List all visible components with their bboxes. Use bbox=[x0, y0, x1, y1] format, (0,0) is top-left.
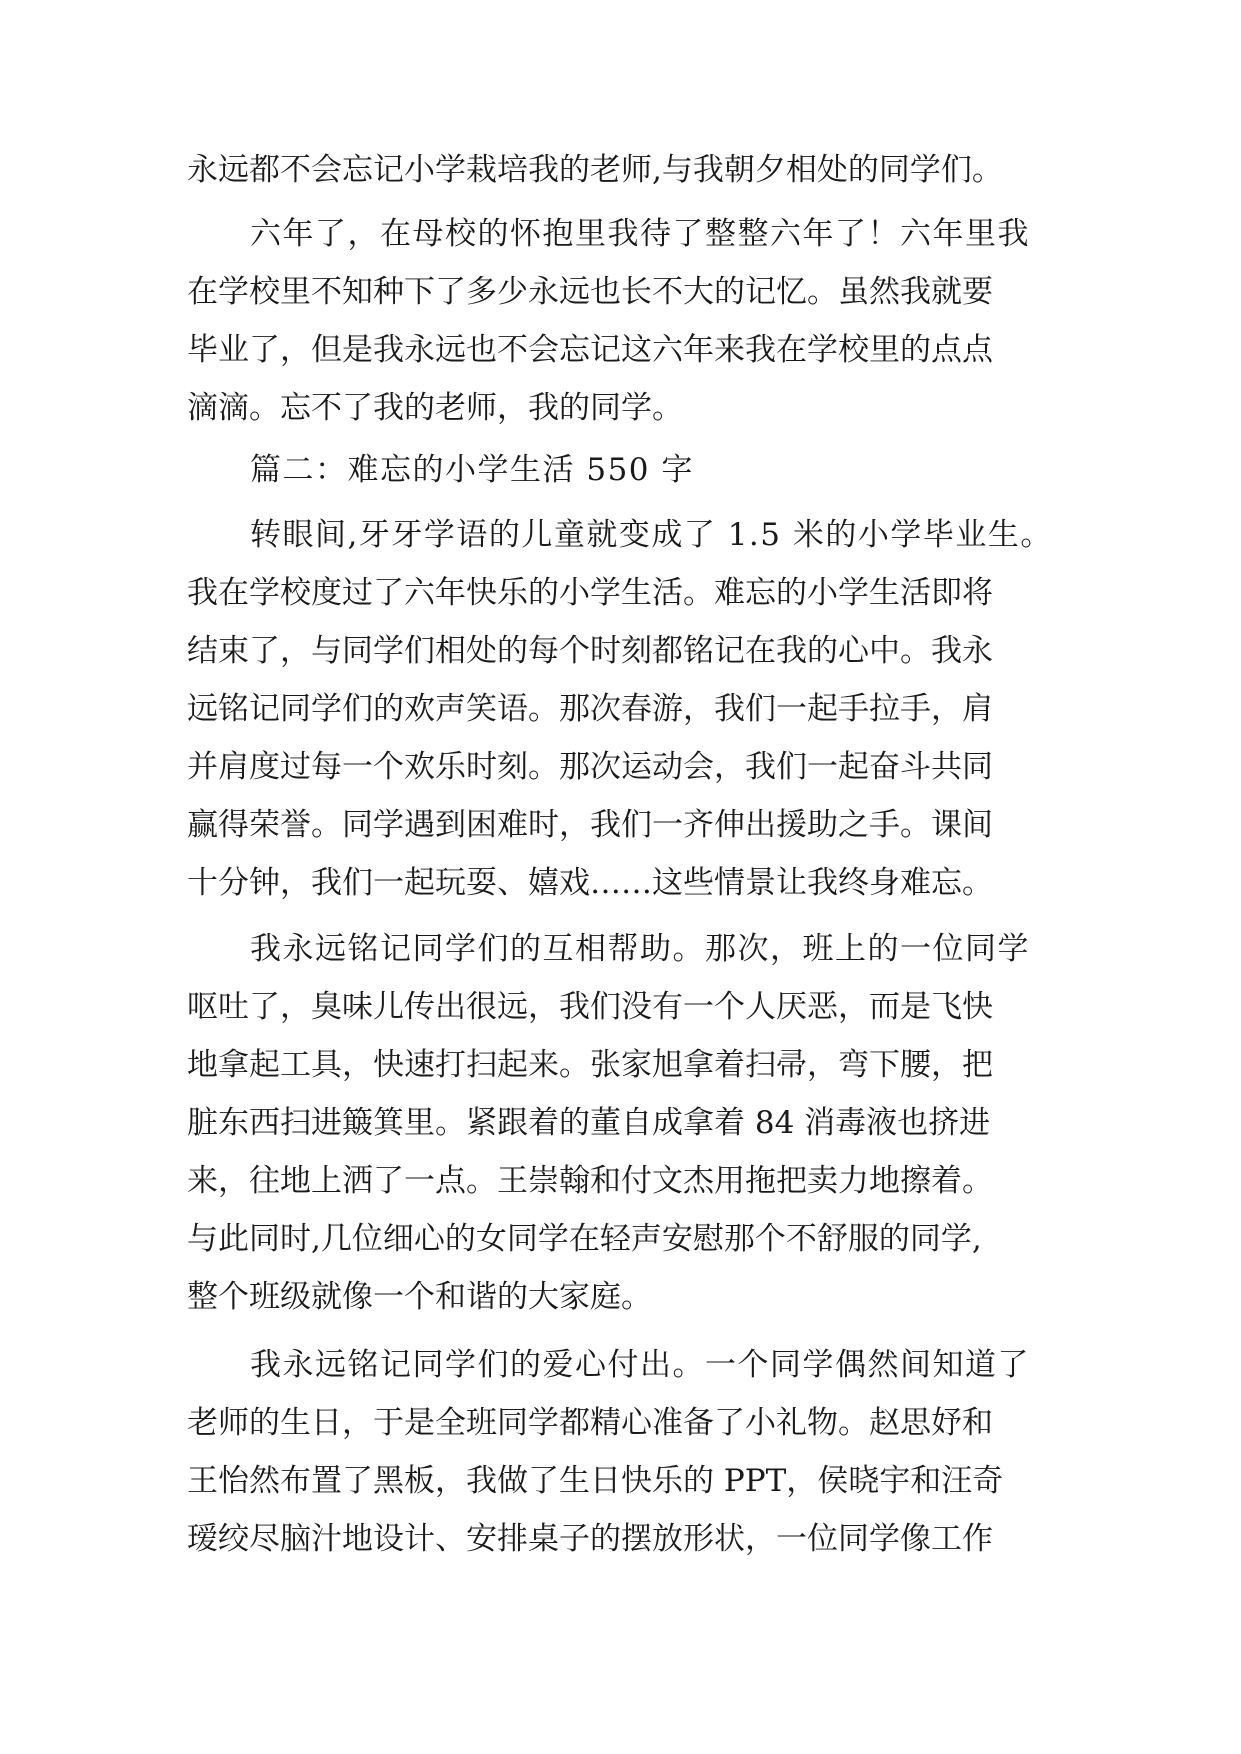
text-line: 与此同时,几位细心的女同学在轻声安慰那个不舒服的同学, bbox=[187, 1221, 982, 1257]
text-line: 瑷绞尽脑汁地设计、安排桌子的摆放形状，一位同学像工作 bbox=[187, 1521, 993, 1557]
text-line: 在学校里不知种下了多少永远也长不大的记忆。虽然我就要 bbox=[187, 274, 993, 310]
paragraph-start-line: 六年了，在母校的怀抱里我待了整整六年了！六年里我 bbox=[250, 216, 1030, 252]
paragraph-start-line: 转眼间,牙牙学语的儿童就变成了 1.5 米的小学毕业生。 bbox=[250, 517, 1053, 553]
text-line: 远铭记同学们的欢声笑语。那次春游，我们一起手拉手，肩 bbox=[187, 691, 993, 727]
text-line: 王怡然布置了黑板，我做了生日快乐的 PPT，侯晓宇和汪奇 bbox=[187, 1463, 1004, 1499]
text-line: 呕吐了，臭味儿传出很远，我们没有一个人厌恶，而是飞快 bbox=[187, 989, 993, 1025]
text-line: 地拿起工具，快速打扫起来。张家旭拿着扫帚，弯下腰，把 bbox=[187, 1047, 993, 1083]
paragraph-start-line: 我永远铭记同学们的互相帮助。那次，班上的一位同学 bbox=[250, 931, 1030, 967]
text-line: 来，往地上洒了一点。王崇翰和付文杰用拖把卖力地擦着。 bbox=[187, 1163, 993, 1199]
text-line: 永远都不会忘记小学栽培我的老师,与我朝夕相处的同学们。 bbox=[187, 152, 1003, 188]
section-heading: 篇二：难忘的小学生活 550 字 bbox=[250, 452, 694, 488]
text-line: 毕业了，但是我永远也不会忘记这六年来我在学校里的点点 bbox=[187, 332, 993, 368]
text-line: 结束了，与同学们相处的每个时刻都铭记在我的心中。我永 bbox=[187, 633, 993, 669]
text-line: 老师的生日，于是全班同学都精心准备了小礼物。赵思妤和 bbox=[187, 1405, 993, 1441]
text-line: 十分钟，我们一起玩耍、嬉戏……这些情景让我终身难忘。 bbox=[187, 865, 993, 901]
text-line: 并肩度过每一个欢乐时刻。那次运动会，我们一起奋斗共同 bbox=[187, 749, 993, 785]
text-line: 滴滴。忘不了我的老师，我的同学。 bbox=[187, 390, 683, 426]
text-line: 脏东西扫进簸箕里。紧跟着的董自成拿着 84 消毒液也挤进 bbox=[187, 1105, 991, 1141]
text-line: 赢得荣誉。同学遇到困难时，我们一齐伸出援助之手。课间 bbox=[187, 807, 993, 843]
paragraph-start-line: 我永远铭记同学们的爱心付出。一个同学偶然间知道了 bbox=[250, 1347, 1030, 1383]
text-line: 我在学校度过了六年快乐的小学生活。难忘的小学生活即将 bbox=[187, 575, 993, 611]
text-line: 整个班级就像一个和谐的大家庭。 bbox=[187, 1279, 652, 1315]
